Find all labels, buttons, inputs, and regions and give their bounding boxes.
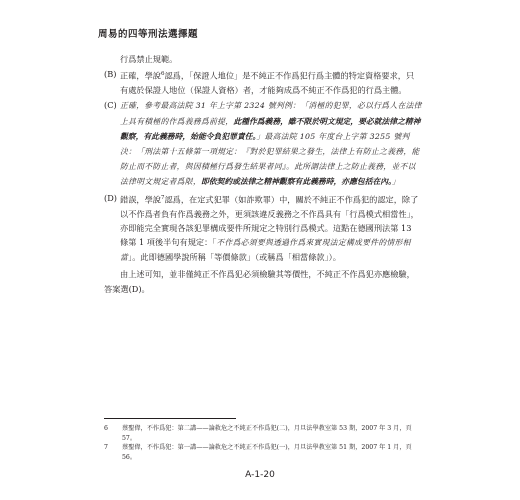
text-segment: 即依契約或法律之精神觀察有此義務時，亦應包括在內。 [200, 177, 392, 187]
option-text [120, 191, 422, 266]
option-item [104, 67, 422, 97]
option-label: (B) [104, 69, 117, 80]
option-label: (C) [104, 100, 117, 111]
footnotes [104, 424, 422, 462]
text-segment: 」。此即德國學說所稱「等價條款」（或稱爲「相當條款」）。 [128, 252, 341, 263]
option-item [104, 191, 422, 266]
footnote-text: 蔡聖偉，不作爲犯：第一講——論救危之不純正不作爲犯(一)，月旦法學教室第 51 期，2007 年 1 月，頁 56。 [122, 444, 412, 461]
footnote-number: 7 [104, 444, 108, 452]
text-segment: 正確，參考最高法院 31 年上字第 2324 號判例：「消極的犯罪，必以行爲人在法律上具有積極的作爲義務爲前提， [120, 101, 422, 126]
page-number: A-1-20 [245, 470, 275, 480]
text-segment: 此種作爲義務，雖不限於明文規定，要必就法律之精神觀察，有此義務時，始能令負犯罪責任。 [120, 116, 421, 141]
footnote-text: 蔡聖偉，不作爲犯：第二講——論救危之不純正不作爲犯(二)，月旦法學教室第 53 期，2007 年 3 月，頁 57。 [122, 425, 412, 442]
option-label: (D) [104, 192, 117, 203]
option-text [120, 98, 422, 189]
option-list [104, 67, 422, 265]
option-text [120, 67, 422, 97]
text-segment: 錯誤，學說 [120, 194, 161, 205]
conclusion-paragraph: 由上述可知，並非僅純正不作爲犯必須檢驗其等價性，不純正不作爲犯亦應檢驗，答案選(D)。 [104, 269, 415, 294]
footnote-ref: 7 [160, 194, 165, 201]
footnote-item [104, 443, 422, 462]
footnote-divider [104, 418, 236, 419]
text-segment: 」 [392, 177, 401, 187]
option-item [104, 98, 422, 189]
footnote-ref: 6 [160, 71, 165, 78]
footnote-item [104, 424, 422, 443]
text-segment: 正確，學說 [120, 70, 161, 81]
text-segment: 」最高法院 105 年度台上字第 3255 號判決：「刑法第十五條第一項規定：『對於犯罪結果之發生，法律上有防止之義務，能防止而不防止者，與因積極行爲發生結果者同』。此所謂法律上之防止義務，並不以法律明文規定者爲限， [120, 131, 420, 187]
answer-explanation [104, 52, 422, 296]
text-segment: 認爲，「保證人地位」是不純正不作爲犯行爲主體的特定資格要求，只有處於保證人地位（保證人資格）者，才能夠成爲不純正不作爲犯的行爲主體。 [120, 70, 415, 96]
text-segment: 不作爲必須要與透過作爲來實現法定構成要件的情形相當 [120, 237, 411, 263]
intro-line: 行爲禁止規範。 [120, 54, 178, 64]
running-header: 周易的四等刑法選擇題 [98, 29, 199, 40]
footnote-number: 6 [104, 425, 108, 432]
text-segment: 認爲，在定式犯罪（如詐欺罪）中，關於不純正不作爲犯的認定，除了以不作爲者負有作爲義務之外，更須該違反義務之不作爲具有「行爲模式相當性」，亦即能完全實現各該犯罪構成要件所規定之特別行爲模式。這點在德國刑法第 13 條第 1 項後半句有規定：「 [120, 194, 419, 247]
